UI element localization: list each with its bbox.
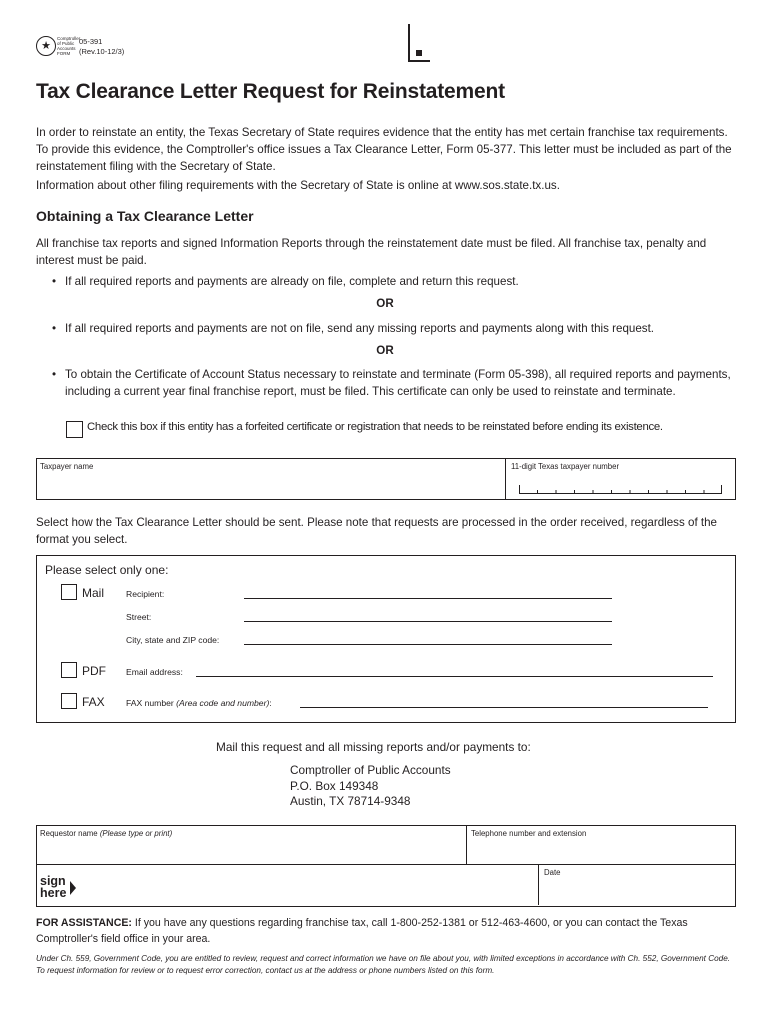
legal-notice: Under Ch. 559, Government Code, you are entitled to review, request and correct information we have on file about you, with limited exceptions in accordance with Ch. 552, Government Code. To request information for review or to request error correction, contact us at the address or phone numbers listed on this form. bbox=[36, 954, 731, 975]
city-state-zip-input[interactable] bbox=[244, 644, 612, 645]
assistance-text: If you have any questions regarding franchise tax, call 1-800-252-1381 or 512-463-4600, or you can contact the Texas Comptroller's field office in your area. bbox=[36, 917, 688, 945]
requestor-name-text: Requestor name bbox=[40, 829, 98, 838]
recipient-label: Recipient: bbox=[126, 589, 165, 599]
pdf-option-label: PDF bbox=[82, 664, 106, 678]
box-divider bbox=[466, 825, 467, 864]
sign-here-marker bbox=[40, 876, 66, 899]
bullet-text: If all required reports and payments are already on file, complete and return this request. bbox=[65, 275, 519, 288]
forfeited-checkbox-label: Check this box if this entity has a forfeited certificate or registration that needs to be reinstated before ending its existence. bbox=[87, 421, 663, 433]
requestor-name-input[interactable] bbox=[40, 841, 460, 861]
street-input[interactable] bbox=[244, 621, 612, 622]
address-line: Comptroller of Public Accounts bbox=[290, 763, 451, 777]
phone-input[interactable] bbox=[471, 841, 729, 861]
seal-line: FORM bbox=[57, 51, 71, 56]
sign-text: sign bbox=[40, 874, 66, 888]
intro-paragraph: In order to reinstate an entity, the Texas Secretary of State requires evidence that the entity has met certain franchise tax requirements. To provide this evidence, the Comptroller's office issues a Tax Clearance Letter, Form 05-377. This letter must be included as part of the reinstatement filing with the Secretary of State. bbox=[36, 126, 732, 173]
pdf-checkbox[interactable] bbox=[61, 662, 77, 678]
taxpayer-number-input[interactable] bbox=[519, 483, 723, 495]
registration-mark bbox=[408, 24, 410, 62]
bullet-item bbox=[52, 273, 742, 290]
mail-checkbox[interactable] bbox=[61, 584, 77, 600]
form-number-block bbox=[79, 37, 124, 56]
assistance-note bbox=[36, 916, 736, 947]
bullet-item bbox=[52, 320, 742, 337]
email-label: Email address: bbox=[126, 667, 183, 677]
forfeited-checkbox[interactable] bbox=[66, 421, 83, 438]
box-divider bbox=[505, 458, 506, 499]
registration-mark bbox=[408, 60, 430, 62]
delivery-prompt: Please select only one: bbox=[45, 563, 169, 577]
section-intro: All franchise tax reports and signed Information Reports through the reinstatement date must be filed. All franchise tax, penalty and interest must be paid. bbox=[36, 237, 707, 267]
assistance-label: FOR ASSISTANCE: bbox=[36, 917, 132, 929]
date-input[interactable] bbox=[544, 880, 729, 902]
box-divider bbox=[36, 864, 735, 865]
fax-option-label: FAX bbox=[82, 695, 105, 709]
seal-line: of Public bbox=[57, 41, 75, 46]
fax-number-hint: (Area code and number) bbox=[176, 698, 270, 708]
address-line: Austin, TX 78714-9348 bbox=[290, 794, 411, 808]
bullet-dot: • bbox=[52, 368, 57, 381]
sign-arrow-icon bbox=[69, 880, 77, 896]
recipient-input[interactable] bbox=[244, 598, 612, 599]
address-line: P.O. Box 149348 bbox=[290, 778, 379, 793]
seal-line: Comptroller bbox=[57, 36, 81, 41]
bullet-text: If all required reports and payments are not on file, send any missing reports and payments along with this request. bbox=[65, 322, 655, 335]
phone-label: Telephone number and extension bbox=[471, 829, 587, 838]
box-divider bbox=[538, 864, 539, 905]
form-revision: (Rev.10-12/3) bbox=[79, 46, 125, 56]
taxpayer-name-label: Taxpayer name bbox=[40, 462, 94, 471]
date-label: Date bbox=[544, 868, 561, 877]
section-heading: Obtaining a Tax Clearance Letter bbox=[36, 208, 254, 224]
here-text: here bbox=[40, 885, 67, 900]
comptroller-seal-icon: ★ bbox=[36, 36, 56, 56]
bullet-item bbox=[52, 366, 742, 400]
requestor-name-hint: (Please type or print) bbox=[99, 829, 173, 838]
fax-number-text: FAX number bbox=[126, 698, 174, 708]
city-state-zip-label: City, state and ZIP code: bbox=[126, 635, 220, 645]
signature-field[interactable] bbox=[82, 868, 532, 902]
street-label: Street: bbox=[126, 612, 152, 622]
requestor-name-label bbox=[40, 829, 172, 838]
mail-to-address bbox=[290, 763, 451, 810]
seal-caption bbox=[57, 36, 80, 56]
registration-square bbox=[416, 50, 422, 56]
fax-checkbox[interactable] bbox=[61, 693, 77, 709]
email-input[interactable] bbox=[196, 676, 713, 677]
delivery-intro: Select how the Tax Clearance Letter should be sent. Please note that requests are processed in the order received, regardless of the format you select. bbox=[36, 516, 718, 546]
taxpayer-number-label: 11-digit Texas taxpayer number bbox=[511, 462, 620, 471]
page-title: Tax Clearance Letter Request for Reinstatement bbox=[36, 80, 505, 103]
bullet-dot: • bbox=[52, 275, 57, 288]
info-line: Information about other filing requirements with the Secretary of State is online at www.sos.state.tx.us. bbox=[36, 179, 560, 192]
fax-number-label: FAX number (Area code and number): bbox=[126, 698, 272, 708]
seal-line: Accounts bbox=[57, 46, 76, 51]
mail-to-heading: Mail this request and all missing reports and/or payments to: bbox=[216, 740, 531, 754]
mail-option-label: Mail bbox=[82, 586, 105, 600]
bullet-text: To obtain the Certificate of Account Status necessary to reinstate and terminate (Form 05-398), all required reports and payments, including a current year final franchise report, must be filed. This certificate can only be used to reinstate and terminate. bbox=[65, 368, 731, 398]
fax-number-input[interactable] bbox=[300, 707, 708, 708]
or-separator: OR bbox=[376, 297, 394, 310]
form-number: 05-391 bbox=[79, 37, 103, 46]
bullet-dot: • bbox=[52, 322, 57, 335]
or-separator: OR bbox=[376, 344, 394, 357]
taxpayer-name-input[interactable] bbox=[40, 474, 500, 496]
